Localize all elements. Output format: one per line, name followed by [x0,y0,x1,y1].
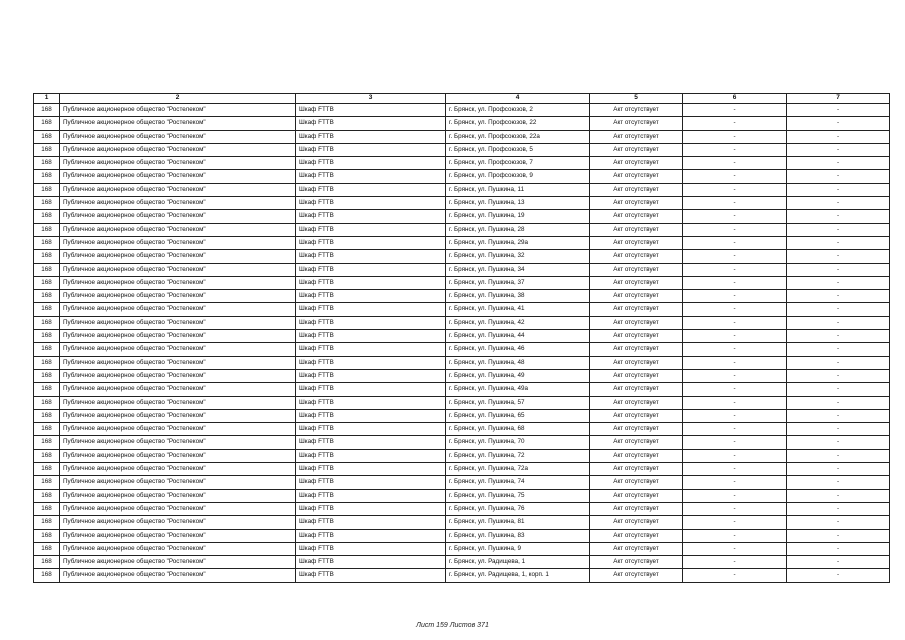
table-cell-col5: Акт отсутствует [590,290,683,303]
table-cell-col1: 168 [34,183,60,196]
table-cell-col3: Шкаф FTTB [296,516,446,529]
table-cell-col6: - [683,210,787,223]
table-row [34,569,890,582]
table-cell-col7: - [787,143,890,156]
table-cell-col6: - [683,542,787,555]
table-row [34,330,890,343]
table-cell-col7: - [787,569,890,582]
table-cell-col2: Публичное акционерное общество "Ростелеком" [60,104,296,117]
table-cell-col4: г. Брянск, ул. Профсоюзов, 2 [446,104,590,117]
table-cell-col5: Акт отсутствует [590,223,683,236]
table-cell-col1: 168 [34,489,60,502]
table-cell-col5: Акт отсутствует [590,330,683,343]
table-cell-col6: - [683,529,787,542]
table-cell-col3: Шкаф FTTB [296,290,446,303]
table-cell-col2: Публичное акционерное общество "Ростелеком" [60,449,296,462]
table-cell-col1: 168 [34,330,60,343]
table-cell-col7: - [787,463,890,476]
table-row [34,542,890,555]
table-cell-col5: Акт отсутствует [590,396,683,409]
table-cell-col2: Публичное акционерное общество "Ростелеком" [60,343,296,356]
table-cell-col4: г. Брянск, ул. Пушкина, 48 [446,356,590,369]
table-row [34,157,890,170]
table-cell-col6: - [683,556,787,569]
table-row [34,117,890,130]
table-cell-col5: Акт отсутствует [590,463,683,476]
table-cell-col6: - [683,436,787,449]
table-cell-col3: Шкаф FTTB [296,330,446,343]
table-cell-col6: - [683,502,787,515]
table-cell-col4: г. Брянск, ул. Пушкина, 74 [446,476,590,489]
table-row [34,489,890,502]
column-header-5: 5 [590,94,683,104]
table-cell-col3: Шкаф FTTB [296,223,446,236]
table-cell-col6: - [683,409,787,422]
table-cell-col2: Публичное акционерное общество "Ростелеком" [60,383,296,396]
table-cell-col5: Акт отсутствует [590,263,683,276]
table-cell-col2: Публичное акционерное общество "Ростелеком" [60,569,296,582]
table-row [34,197,890,210]
table-row [34,263,890,276]
table-cell-col4: г. Брянск, ул. Пушкина, 65 [446,409,590,422]
table-cell-col4: г. Брянск, ул. Пушкина, 49 [446,369,590,382]
table-cell-col3: Шкаф FTTB [296,343,446,356]
table-cell-col1: 168 [34,104,60,117]
table-cell-col5: Акт отсутствует [590,529,683,542]
table-row [34,476,890,489]
table-cell-col7: - [787,316,890,329]
table-cell-col7: - [787,502,890,515]
table-cell-col5: Акт отсутствует [590,210,683,223]
table-cell-col4: г. Брянск, ул. Профсоюзов, 9 [446,170,590,183]
table-row [34,343,890,356]
table-cell-col4: г. Брянск, ул. Пушкина, 32 [446,250,590,263]
table-cell-col1: 168 [34,409,60,422]
data-table [33,93,890,583]
table-row [34,250,890,263]
table-cell-col3: Шкаф FTTB [296,476,446,489]
table-cell-col4: г. Брянск, ул. Пушкина, 46 [446,343,590,356]
table-cell-col7: - [787,104,890,117]
table-cell-col2: Публичное акционерное общество "Ростелеком" [60,542,296,555]
table-cell-col7: - [787,436,890,449]
table-cell-col5: Акт отсутствует [590,489,683,502]
table-cell-col6: - [683,197,787,210]
table-cell-col3: Шкаф FTTB [296,104,446,117]
table-cell-col3: Шкаф FTTB [296,449,446,462]
table-cell-col5: Акт отсутствует [590,343,683,356]
table-cell-col1: 168 [34,556,60,569]
table-cell-col7: - [787,236,890,249]
table-cell-col1: 168 [34,502,60,515]
table-cell-col2: Публичное акционерное общество "Ростелеком" [60,369,296,382]
table-cell-col1: 168 [34,157,60,170]
table-cell-col2: Публичное акционерное общество "Ростелеком" [60,476,296,489]
table-cell-col7: - [787,356,890,369]
table-cell-col2: Публичное акционерное общество "Ростелеком" [60,409,296,422]
table-cell-col2: Публичное акционерное общество "Ростелеком" [60,463,296,476]
table-cell-col6: - [683,130,787,143]
table-cell-col5: Акт отсутствует [590,569,683,582]
table-cell-col6: - [683,223,787,236]
table-cell-col1: 168 [34,383,60,396]
table-cell-col6: - [683,170,787,183]
table-cell-col5: Акт отсутствует [590,276,683,289]
table-body [34,104,890,583]
table-row [34,383,890,396]
table-row [34,436,890,449]
table-cell-col1: 168 [34,210,60,223]
table-cell-col4: г. Брянск, ул. Пушкина, 57 [446,396,590,409]
table-row [34,276,890,289]
table-row [34,316,890,329]
table-cell-col1: 168 [34,303,60,316]
column-header-2: 2 [60,94,296,104]
table-cell-col2: Публичное акционерное общество "Ростелеком" [60,170,296,183]
table-cell-col3: Шкаф FTTB [296,369,446,382]
table-cell-col1: 168 [34,542,60,555]
table-cell-col1: 168 [34,130,60,143]
table-cell-col6: - [683,303,787,316]
table-cell-col3: Шкаф FTTB [296,157,446,170]
table-cell-col6: - [683,463,787,476]
table-row [34,183,890,196]
table-cell-col2: Публичное акционерное общество "Ростелеком" [60,396,296,409]
table-cell-col5: Акт отсутствует [590,542,683,555]
table-cell-col5: Акт отсутствует [590,183,683,196]
table-cell-col3: Шкаф FTTB [296,463,446,476]
table-cell-col4: г. Брянск, ул. Радищева, 1 [446,556,590,569]
table-cell-col3: Шкаф FTTB [296,210,446,223]
table-row [34,104,890,117]
table-cell-col4: г. Брянск, ул. Радищева, 1, корп. 1 [446,569,590,582]
table-cell-col4: г. Брянск, ул. Пушкина, 44 [446,330,590,343]
table-row [34,449,890,462]
table-cell-col1: 168 [34,463,60,476]
table-cell-col2: Публичное акционерное общество "Ростелеком" [60,210,296,223]
table-row [34,290,890,303]
table-cell-col7: - [787,330,890,343]
table-cell-col5: Акт отсутствует [590,356,683,369]
table-cell-col4: г. Брянск, ул. Пушкина, 72а [446,463,590,476]
table-cell-col1: 168 [34,369,60,382]
table-cell-col4: г. Брянск, ул. Пушкина, 19 [446,210,590,223]
table-cell-col7: - [787,117,890,130]
table-row [34,516,890,529]
table-cell-col4: г. Брянск, ул. Пушкина, 72 [446,449,590,462]
table-cell-col1: 168 [34,436,60,449]
table-cell-col6: - [683,343,787,356]
table-cell-col7: - [787,343,890,356]
table-cell-col6: - [683,383,787,396]
table-cell-col3: Шкаф FTTB [296,542,446,555]
table-cell-col3: Шкаф FTTB [296,529,446,542]
table-cell-col5: Акт отсутствует [590,383,683,396]
table-cell-col3: Шкаф FTTB [296,170,446,183]
table-cell-col4: г. Брянск, ул. Профсоюзов, 22 [446,117,590,130]
table-cell-col3: Шкаф FTTB [296,276,446,289]
table-cell-col4: г. Брянск, ул. Профсоюзов, 5 [446,143,590,156]
table-cell-col1: 168 [34,569,60,582]
table-cell-col7: - [787,290,890,303]
table-cell-col6: - [683,183,787,196]
table-cell-col4: г. Брянск, ул. Профсоюзов, 7 [446,157,590,170]
column-header-6: 6 [683,94,787,104]
table-cell-col2: Публичное акционерное общество "Ростелеком" [60,316,296,329]
table-cell-col6: - [683,250,787,263]
table-cell-col6: - [683,396,787,409]
table-cell-col7: - [787,369,890,382]
table-cell-col1: 168 [34,223,60,236]
table-cell-col3: Шкаф FTTB [296,143,446,156]
table-cell-col2: Публичное акционерное общество "Ростелеком" [60,516,296,529]
table-cell-col7: - [787,276,890,289]
table-cell-col3: Шкаф FTTB [296,356,446,369]
table-cell-col6: - [683,143,787,156]
table-cell-col2: Публичное акционерное общество "Ростелеком" [60,157,296,170]
table-cell-col3: Шкаф FTTB [296,569,446,582]
table-cell-col3: Шкаф FTTB [296,436,446,449]
table-cell-col3: Шкаф FTTB [296,303,446,316]
table-cell-col5: Акт отсутствует [590,502,683,515]
table-row [34,369,890,382]
table-cell-col3: Шкаф FTTB [296,502,446,515]
table-row [34,210,890,223]
table-cell-col4: г. Брянск, ул. Пушкина, 29а [446,236,590,249]
table-cell-col7: - [787,396,890,409]
table-cell-col5: Акт отсутствует [590,556,683,569]
table-row [34,502,890,515]
table-cell-col2: Публичное акционерное общество "Ростелеком" [60,356,296,369]
table-cell-col5: Акт отсутствует [590,236,683,249]
table-cell-col4: г. Брянск, ул. Пушкина, 42 [446,316,590,329]
table-cell-col2: Публичное акционерное общество "Ростелеком" [60,290,296,303]
table-cell-col3: Шкаф FTTB [296,183,446,196]
table-cell-col3: Шкаф FTTB [296,197,446,210]
table-cell-col7: - [787,210,890,223]
table-cell-col5: Акт отсутствует [590,104,683,117]
table-cell-col1: 168 [34,263,60,276]
table-cell-col7: - [787,423,890,436]
table-cell-col7: - [787,449,890,462]
table-cell-col6: - [683,476,787,489]
column-header-7: 7 [787,94,890,104]
table-cell-col4: г. Брянск, ул. Пушкина, 83 [446,529,590,542]
table-cell-col1: 168 [34,449,60,462]
table-row [34,409,890,422]
table-row [34,236,890,249]
table-cell-col3: Шкаф FTTB [296,383,446,396]
table-cell-col6: - [683,290,787,303]
table-row [34,143,890,156]
table-cell-col2: Публичное акционерное общество "Ростелеком" [60,556,296,569]
table-cell-col2: Публичное акционерное общество "Ростелеком" [60,489,296,502]
table-cell-col5: Акт отсутствует [590,316,683,329]
table-cell-col2: Публичное акционерное общество "Ростелеком" [60,250,296,263]
table-cell-col3: Шкаф FTTB [296,130,446,143]
table-cell-col2: Публичное акционерное общество "Ростелеком" [60,183,296,196]
table-cell-col2: Публичное акционерное общество "Ростелеком" [60,276,296,289]
table-cell-col3: Шкаф FTTB [296,489,446,502]
table-row [34,223,890,236]
table-cell-col2: Публичное акционерное общество "Ростелеком" [60,330,296,343]
table-cell-col1: 168 [34,516,60,529]
table-cell-col6: - [683,157,787,170]
table-cell-col6: - [683,569,787,582]
table-cell-col4: г. Брянск, ул. Пушкина, 49а [446,383,590,396]
table-cell-col4: г. Брянск, ул. Пушкина, 28 [446,223,590,236]
table-row [34,356,890,369]
table-cell-col5: Акт отсутствует [590,170,683,183]
table-row [34,463,890,476]
table-cell-col4: г. Брянск, ул. Пушкина, 70 [446,436,590,449]
table-cell-col2: Публичное акционерное общество "Ростелеком" [60,223,296,236]
page-footer: Лист 159 Листов 371 [416,622,489,629]
table-cell-col4: г. Брянск, ул. Пушкина, 11 [446,183,590,196]
table-cell-col3: Шкаф FTTB [296,423,446,436]
table-cell-col7: - [787,556,890,569]
table-cell-col1: 168 [34,276,60,289]
table-cell-col7: - [787,130,890,143]
table-cell-col4: г. Брянск, ул. Пушкина, 41 [446,303,590,316]
table-cell-col5: Акт отсутствует [590,143,683,156]
table-cell-col5: Акт отсутствует [590,436,683,449]
table-cell-col1: 168 [34,143,60,156]
table-cell-col3: Шкаф FTTB [296,263,446,276]
table-cell-col5: Акт отсутствует [590,197,683,210]
table-cell-col4: г. Брянск, ул. Пушкина, 38 [446,290,590,303]
table-cell-col7: - [787,542,890,555]
table-row [34,170,890,183]
table-cell-col4: г. Брянск, ул. Пушкина, 81 [446,516,590,529]
table-cell-col7: - [787,157,890,170]
table-cell-col6: - [683,423,787,436]
table-cell-col2: Публичное акционерное общество "Ростелеком" [60,303,296,316]
column-header-3: 3 [296,94,446,104]
table-cell-col1: 168 [34,476,60,489]
table-cell-col6: - [683,104,787,117]
table-cell-col6: - [683,236,787,249]
table-cell-col2: Публичное акционерное общество "Ростелеком" [60,143,296,156]
table-cell-col5: Акт отсутствует [590,157,683,170]
table-cell-col3: Шкаф FTTB [296,409,446,422]
table-cell-col1: 168 [34,197,60,210]
table-cell-col7: - [787,303,890,316]
table-cell-col5: Акт отсутствует [590,369,683,382]
table-row [34,556,890,569]
table-cell-col6: - [683,117,787,130]
table-cell-col4: г. Брянск, ул. Пушкина, 75 [446,489,590,502]
table-cell-col3: Шкаф FTTB [296,396,446,409]
column-header-1: 1 [34,94,60,104]
table-cell-col2: Публичное акционерное общество "Ростелеком" [60,117,296,130]
table-header-row [34,94,890,104]
table-cell-col5: Акт отсутствует [590,516,683,529]
table-cell-col1: 168 [34,236,60,249]
table-cell-col4: г. Брянск, ул. Пушкина, 76 [446,502,590,515]
table-cell-col2: Публичное акционерное общество "Ростелеком" [60,529,296,542]
table-cell-col3: Шкаф FTTB [296,117,446,130]
table-cell-col2: Публичное акционерное общество "Ростелеком" [60,197,296,210]
table-cell-col1: 168 [34,343,60,356]
table-cell-col2: Публичное акционерное общество "Ростелеком" [60,236,296,249]
table-cell-col5: Акт отсутствует [590,476,683,489]
table-cell-col6: - [683,263,787,276]
table-cell-col4: г. Брянск, ул. Пушкина, 9 [446,542,590,555]
table-cell-col2: Публичное акционерное общество "Ростелеком" [60,502,296,515]
table-cell-col6: - [683,330,787,343]
table-cell-col5: Акт отсутствует [590,250,683,263]
table-cell-col5: Акт отсутствует [590,117,683,130]
table-row [34,529,890,542]
table-cell-col3: Шкаф FTTB [296,316,446,329]
table-cell-col7: - [787,263,890,276]
table-row [34,423,890,436]
table-row [34,396,890,409]
table-cell-col6: - [683,516,787,529]
table-cell-col1: 168 [34,117,60,130]
table-cell-col7: - [787,489,890,502]
table-cell-col7: - [787,197,890,210]
table-cell-col5: Акт отсутствует [590,130,683,143]
table-cell-col1: 168 [34,290,60,303]
table-cell-col1: 168 [34,316,60,329]
table-row [34,303,890,316]
table-cell-col3: Шкаф FTTB [296,236,446,249]
table-cell-col1: 168 [34,529,60,542]
table-cell-col4: г. Брянск, ул. Пушкина, 13 [446,197,590,210]
table-cell-col6: - [683,316,787,329]
table-cell-col6: - [683,489,787,502]
table-cell-col7: - [787,516,890,529]
table-cell-col1: 168 [34,356,60,369]
table-cell-col5: Акт отсутствует [590,303,683,316]
column-header-4: 4 [446,94,590,104]
table-cell-col5: Акт отсутствует [590,449,683,462]
table-row [34,130,890,143]
table-cell-col3: Шкаф FTTB [296,556,446,569]
table-cell-col2: Публичное акционерное общество "Ростелеком" [60,436,296,449]
table-cell-col5: Акт отсутствует [590,423,683,436]
table-cell-col3: Шкаф FTTB [296,250,446,263]
table-cell-col7: - [787,409,890,422]
table-cell-col7: - [787,383,890,396]
table-cell-col7: - [787,170,890,183]
table-cell-col2: Публичное акционерное общество "Ростелеком" [60,130,296,143]
table-cell-col1: 168 [34,250,60,263]
table-cell-col7: - [787,529,890,542]
table-cell-col2: Публичное акционерное общество "Ростелеком" [60,423,296,436]
table-cell-col7: - [787,250,890,263]
table-cell-col4: г. Брянск, ул. Пушкина, 68 [446,423,590,436]
table-cell-col4: г. Брянск, ул. Пушкина, 34 [446,263,590,276]
table-cell-col7: - [787,476,890,489]
table-cell-col6: - [683,356,787,369]
table-cell-col6: - [683,449,787,462]
table-cell-col1: 168 [34,170,60,183]
table-cell-col6: - [683,276,787,289]
table-cell-col6: - [683,369,787,382]
table-cell-col1: 168 [34,423,60,436]
table-cell-col2: Публичное акционерное общество "Ростелеком" [60,263,296,276]
table-cell-col7: - [787,183,890,196]
table-cell-col5: Акт отсутствует [590,409,683,422]
table-cell-col4: г. Брянск, ул. Пушкина, 37 [446,276,590,289]
table-cell-col1: 168 [34,396,60,409]
table-cell-col4: г. Брянск, ул. Профсоюзов, 22а [446,130,590,143]
table-cell-col7: - [787,223,890,236]
